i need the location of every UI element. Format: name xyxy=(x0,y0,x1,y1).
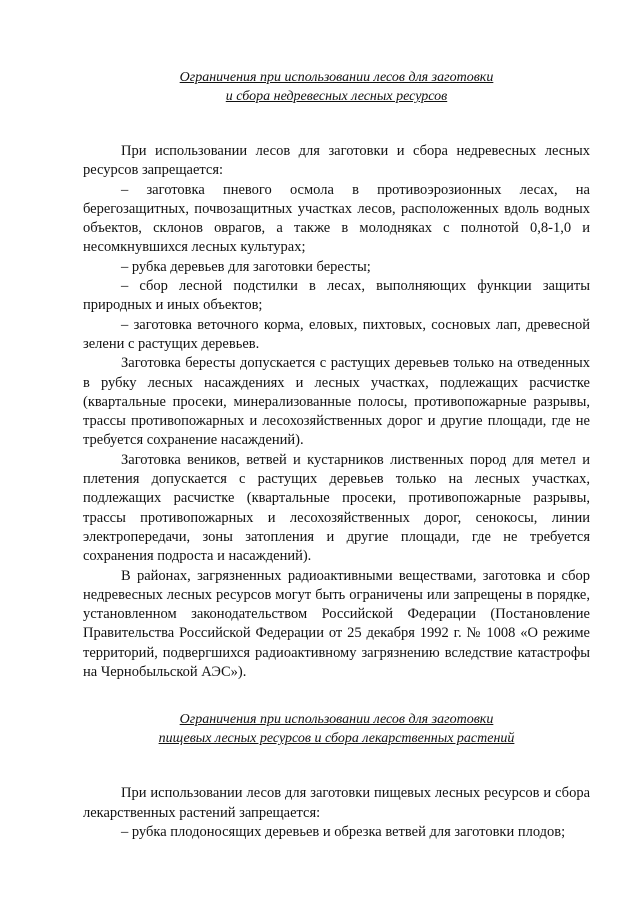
section1-heading-line2: и сбора недревесных лесных ресурсов xyxy=(225,89,448,104)
section1-body xyxy=(83,142,590,682)
section1-heading-line1: Ограничения при использовании лесов для заготовки xyxy=(179,70,494,85)
paragraph: При использовании лесов для заготовки и сбора недревесных лесных ресурсов запрещается: xyxy=(83,143,590,179)
paragraph: Заготовка веников, ветвей и кустарников лиственных пород для метел и плетения допускается с растущих деревьев только на лесных участках, подлежащих расчистке (квартальные просеки, противопожарные разрывы, трассы противопожарных и лесохозяйственных дорог, сенокосы, линии электропередачи, зоны затопления и другие площади, где не требуется сохранения подроста и насаждений). xyxy=(83,451,590,565)
paragraph: – заготовка веточного корма, еловых, пихтовых, сосновых лап, древесной зелени с растущих деревьев. xyxy=(83,316,590,352)
document-page xyxy=(83,68,590,842)
paragraph: Заготовка бересты допускается с растущих деревьев только на отведенных в рубку лесных насаждениях и лесных участках, подлежащих расчистке (квартальные просеки, минерализованные полосы, противопожарные разрывы, трассы противопожарных и лесохозяйственных дорог и другие площади, где не требуется сохранение насаждений). xyxy=(83,355,590,449)
section1-heading xyxy=(83,68,590,106)
section2-body xyxy=(83,784,590,842)
paragraph: – сбор лесной подстилки в лесах, выполняющих функции защиты природных и иных объектов; xyxy=(83,278,590,314)
paragraph: – рубка деревьев для заготовки бересты; xyxy=(121,258,371,275)
paragraph: При использовании лесов для заготовки пищевых лесных ресурсов и сбора лекарственных растений запрещается: xyxy=(83,785,590,821)
paragraph: – заготовка пневого осмола в противоэрозионных лесах, на берегозащитных, почвозащитных участках лесов, расположенных вдоль водных объектов, склонов оврагов, а также в молодняках с полнотой 0,8-1,0 и несомкнувшихся лесных культурах; xyxy=(83,181,590,256)
paragraph: В районах, загрязненных радиоактивными веществами, заготовка и сбор недревесных лесных ресурсов могут быть ограничены или запрещены в порядке, установленном законодательством Российской Федерации (Постановление Правительства Российской Федерации от 25 декабря 1992 г. № 1008 «О режиме территорий, подвергшихся радиоактивному загрязнению вследствие катастрофы на Чернобыльской АЭС»). xyxy=(83,567,590,681)
paragraph: – рубка плодоносящих деревьев и обрезка ветвей для заготовки плодов; xyxy=(121,823,566,840)
section2-heading-line2: пищевых лесных ресурсов и сбора лекарственных растений xyxy=(158,731,515,747)
section2-heading xyxy=(83,710,590,748)
section2-heading-line1: Ограничения при использовании лесов для заготовки xyxy=(179,712,494,728)
